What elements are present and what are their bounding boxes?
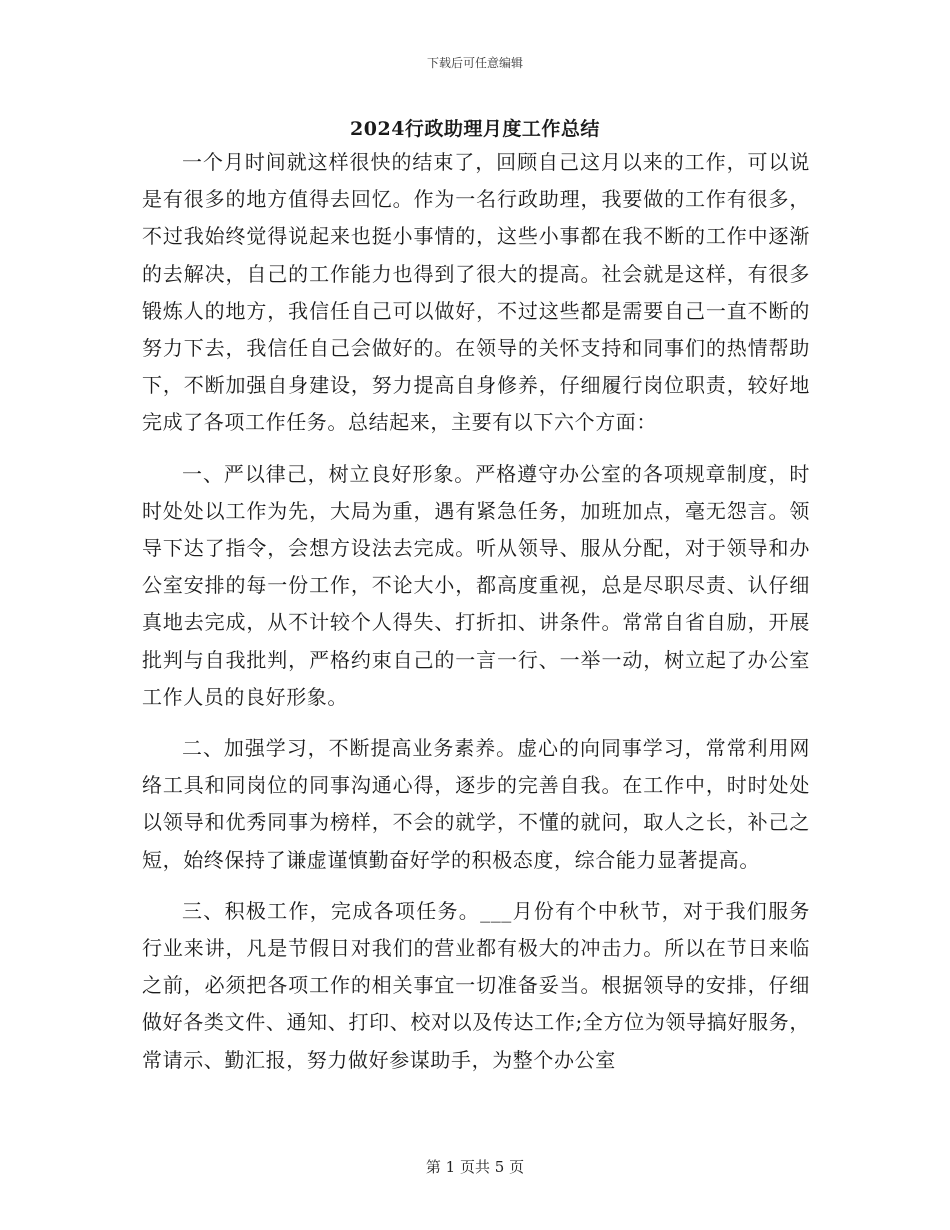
- paragraph-section-3: 三、积极工作，完成各项任务。___月份有个中秋节，对于我们服务行业来讲，凡是节假日对我们的营业都有极大的冲击力。所以在节日来临之前，必须把各项工作的相关事宜一切准备妥当。根据领导的安排，仔细做好各类文件、通知、打印、校对以及传达工作;全方位为领导搞好服务，常请示、勤汇报，努力做好参谋助手，为整个办公室: [142, 898, 810, 1072]
- page-footer: 第 1 页共 5 页: [425, 1158, 525, 1176]
- header-note: 下载后可任意编辑: [426, 56, 523, 70]
- paragraph-section-2: 二、加强学习，不断提高业务素养。虚心的向同事学习，常常利用网络工具和同岗位的同事沟通心得，逐步的完善自我。在工作中，时时处处以领导和优秀同事为榜样，不会的就学，不懂的就问，取人之长，补己之短，始终保持了谦虚谨慎勤奋好学的积极态度，综合能力显著提高。: [142, 736, 810, 872]
- document-title: 2024行政助理月度工作总结: [350, 118, 600, 140]
- document-body: [142, 144, 810, 1079]
- paragraph-intro: 一个月时间就这样很快的结束了，回顾自己这月以来的工作，可以说是有很多的地方值得去回忆。作为一名行政助理，我要做的工作有很多，不过我始终觉得说起来也挺小事情的，这些小事都在我不断的工作中逐渐的去解决，自己的工作能力也得到了很大的提高。社会就是这样，有很多锻炼人的地方，我信任自己可以做好，不过这些都是需要自己一直不断的努力下去，我信任自己会做好的。在领导的关怀支持和同事们的热情帮助下，不断加强自身建设，努力提高自身修养，仔细履行岗位职责，较好地完成了各项工作任务。总结起来，主要有以下六个方面：: [142, 150, 810, 435]
- paragraph-section-1: 一、严以律己，树立良好形象。严格遵守办公室的各项规章制度，时时处处以工作为先，大局为重，遇有紧急任务，加班加点，毫无怨言。领导下达了指令，会想方设法去完成。听从领导、服从分配，对于领导和办公室安排的每一份工作，不论大小，都高度重视，总是尽职尽责、认仔细真地去完成，从不计较个人得失、打折扣、讲条件。常常自省自励，开展批判与自我批判，严格约束自己的一言一行、一举一动，树立起了办公室工作人员的良好形象。: [142, 461, 810, 709]
